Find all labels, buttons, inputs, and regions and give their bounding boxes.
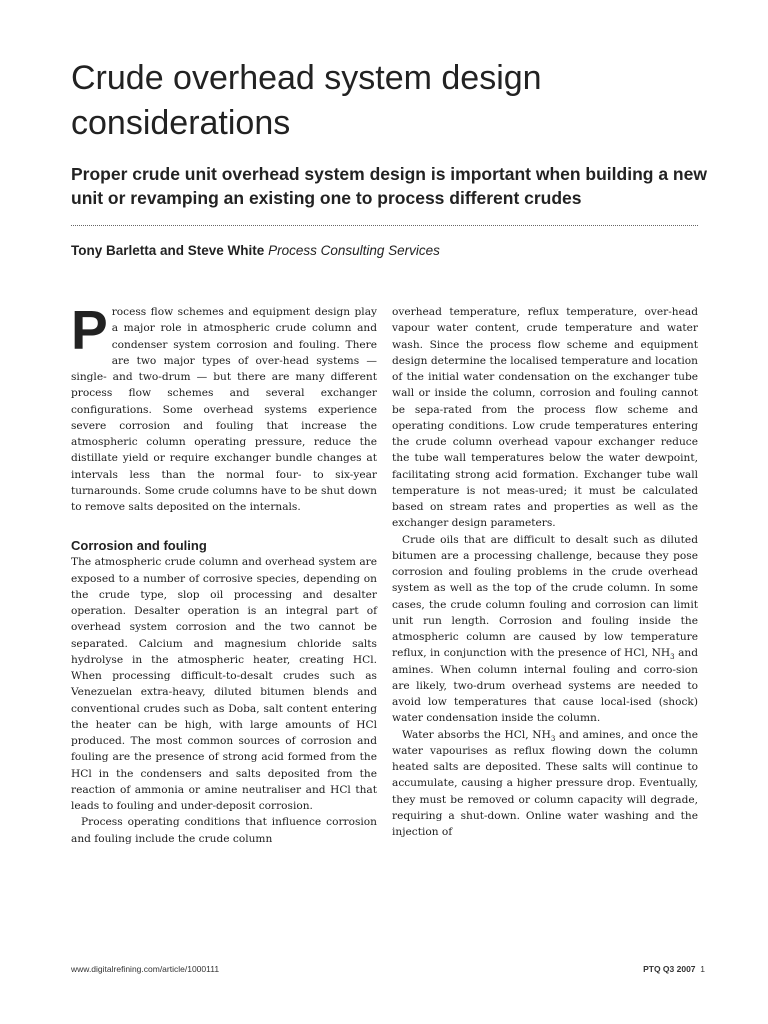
drop-cap: P	[71, 299, 108, 361]
body-column-left	[71, 299, 377, 847]
paragraph-intro	[71, 299, 377, 515]
footer-journal	[643, 964, 705, 974]
dotted-divider	[71, 225, 698, 226]
author-names: Tony Barletta and Steve White	[71, 243, 265, 258]
text-span: Water absorbs the HCl, NH	[402, 728, 551, 741]
paragraph-operating-conditions: Process operating conditions that influence corrosion and fouling include the crude column	[71, 816, 377, 845]
paragraph-difficult-crudes	[392, 532, 698, 727]
paragraph-overhead-temperature: overhead temperature, reflux temperature, over-head vapour water content, crude temperature and water wash. Since the process flow scheme and equipment design determine the localised temperature and location of the initial water condensation on the exchanger tube wall or inside the column, corrosion and fouling cannot be sepa-rated from the process flow scheme and operating conditions. Low crude temperatures entering the crude column overhead vapour exchanger reduce the tube wall temperatures below the water dewpoint, facilitating strong acid formation. Exchanger tube wall temperature is not meas-ured; it must be calculated based on stream rates and properties as well as the exchanger design parameters.	[392, 306, 698, 530]
paragraph-intro-text: rocess flow schemes and equipment design play a major role in atmospheric crude column and condenser system corrosion and fouling. There are two major types of over-head systems — single- and two-drum — but there are many different process flow schemes and several exchanger configurations. Some overhead systems experience severe corrosion and fouling that increase the atmospheric column operating pressure, reduce the distillate yield or require exchanger bundle changes at intervals less than the normal four- to six-year turnarounds. Some crude columns have to be shut down to remove salts deposited on the internals.	[71, 306, 377, 513]
text-span: Crude oils that are difficult to desalt such as diluted bitumen are a processing challenge, because they pose corrosion and fouling problems in the crude overhead system as well as the top of the crude column. In some cases, the crude column fouling and corrosion can limit unit run length. Corrosion and fouling inside the atmospheric column are caused by low temperature reflux, in conjunction with the presence of HCl, NH	[392, 533, 698, 660]
article-subtitle: Proper crude unit overhead system design is important when building a new unit or revamping an existing one to process different crudes	[71, 164, 707, 208]
journal-issue: PTQ Q3 2007	[643, 964, 696, 974]
page-number: 1	[700, 964, 705, 974]
body-column-right	[392, 304, 698, 840]
subscript: 3	[670, 653, 675, 662]
subscript: 3	[550, 734, 556, 743]
byline	[71, 243, 440, 258]
paragraph-water-absorbs	[392, 727, 698, 841]
article-title: Crude overhead system design considerations	[71, 59, 542, 142]
section-heading: Corrosion and fouling	[71, 538, 207, 554]
text-span: and amines, and once the water vapourises as reflux flowing down the column heated salts are deposited. These salts will continue to accumulate, causing a higher pressure drop. Eventually, they must be removed or column capacity will degrade, requiring a shut-down. Online water washing and the injection of	[392, 728, 698, 838]
text-span: and amines. When column internal fouling and corro-sion are likely, two-drum overhead systems are needed to avoid low temperatures that cause local-ised (shock) water condensation inside the column.	[392, 647, 698, 725]
paragraph-corrosion: The atmospheric crude column and overhead system are exposed to a number of corrosive species, depending on the crude type, slop oil processing and desalter operation. Desalter operation is an integral part of overhead system corrosion and the two cannot be separated. Calcium and magnesium chloride salts hydrolyse in the atmospheric heater, creating HCl. When processing difficult-to-desalt crudes such as Venezuelan extra-heavy, diluted bitumen blends and conventional crudes such as Doba, salt content entering the heater can be high, with large amounts of HCl produced. The most common sources of corrosion and fouling are the presence of strong acid formed from the HCl in the condensers and salts deposited from the reaction of ammonia or amine neutraliser and HCl that leads to fouling and under-deposit corrosion.	[71, 556, 377, 812]
author-affiliation: Process Consulting Services	[268, 243, 440, 258]
footer-url[interactable]: www.digitalrefining.com/article/1000111	[71, 964, 220, 974]
